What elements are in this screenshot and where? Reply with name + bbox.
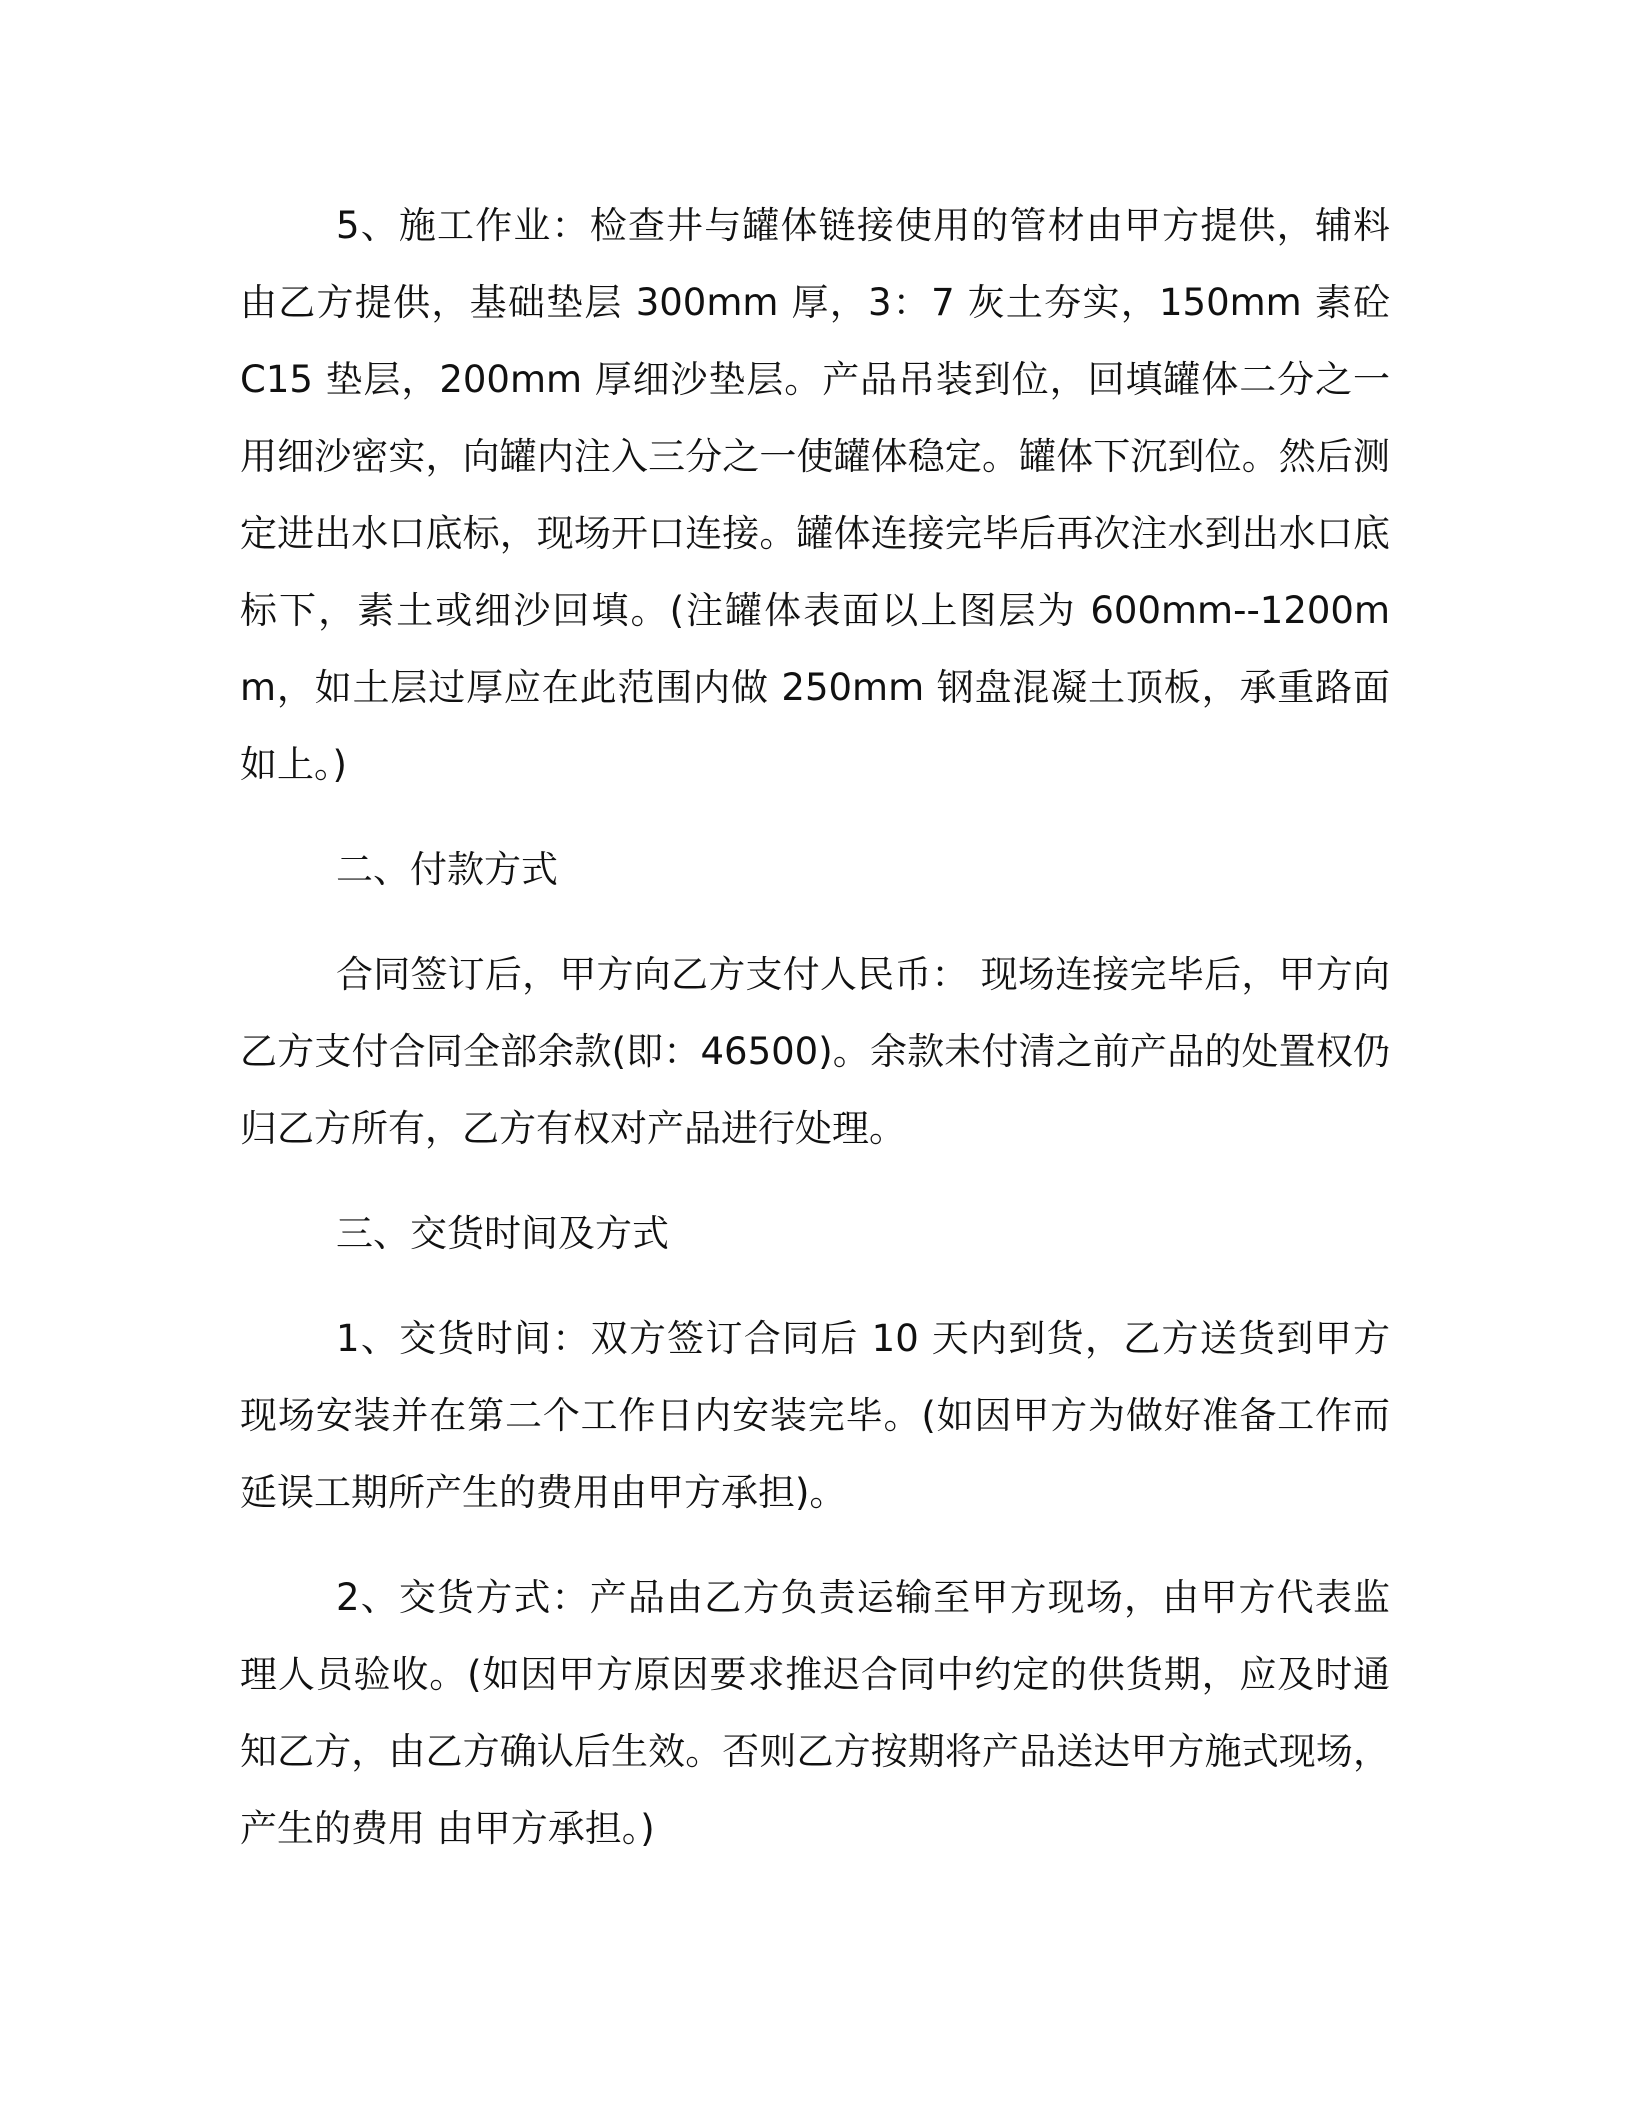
construction-clause-paragraph: 5、施工作业：检查井与罐体链接使用的管材由甲方提供，辅料由乙方提供，基础垫层 300mm 厚，3：7 灰土夯实，150mm 素砼 C15 垫层，200mm 厚细沙垫层。产品吊装到位，回填罐体二分之一用细沙密实，向罐内注入三分之一使罐体稳定。罐体下沉到位。然后测定进出水口底标，现场开口连接。罐体连接完毕后再次注水到出水口底标下，素土或细沙回填。(注罐体表面以上图层为 600mm--1200mm，如土层过厚应在此范围内做 250mm 钢盘混凝土顶板，承重路面如上。) [240, 204, 1390, 786]
delivery-method-paragraph: 2、交货方式：产品由乙方负责运输至甲方现场，由甲方代表监理人员验收。(如因甲方原因要求推迟合同中约定的供货期，应及时通知乙方，由乙方确认后生效。否则乙方按期将产品送达甲方施式现场，产生的费用 由甲方承担。) [240, 1576, 1390, 1850]
delivery-heading: 三、交货时间及方式 [336, 1212, 669, 1255]
payment-method-heading: 二、付款方式 [336, 848, 558, 891]
delivery-time-paragraph: 1、交货时间：双方签订合同后 10 天内到货，乙方送货到甲方现场安装并在第二个工作日内安装完毕。(如因甲方为做好准备工作而延误工期所产生的费用由甲方承担)。 [240, 1317, 1390, 1514]
payment-clause-paragraph: 合同签订后，甲方向乙方支付人民币： 现场连接完毕后，甲方向乙方支付合同全部余款(即：46500)。余款未付清之前产品的处置权仍归乙方所有，乙方有权对产品进行处理。 [240, 953, 1390, 1150]
document-page [240, 187, 1390, 1867]
